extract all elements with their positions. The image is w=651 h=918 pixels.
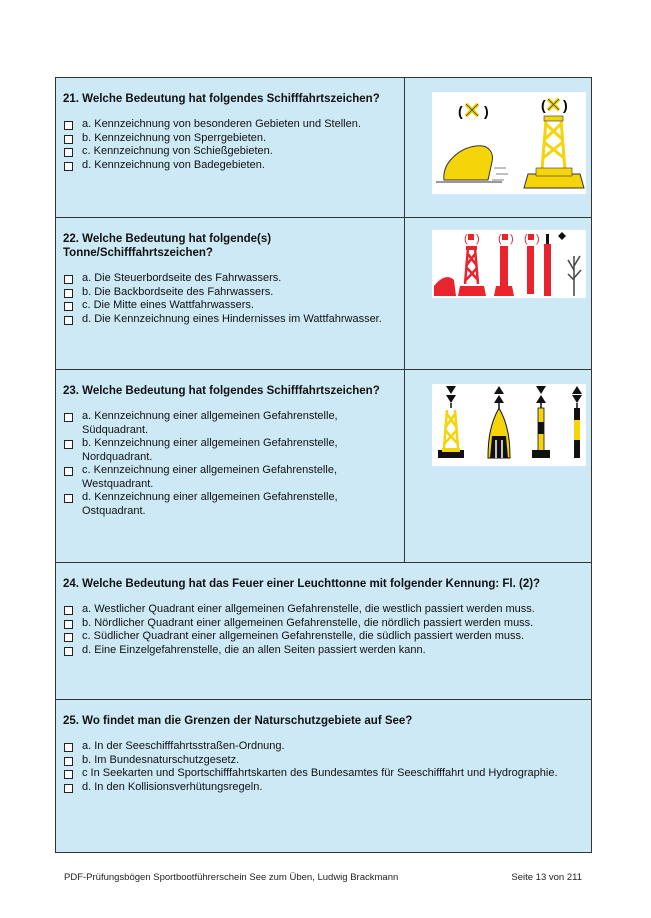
question-title: 23. Welche Bedeutung hat folgendes Schifffahrtszeichen? bbox=[63, 385, 380, 397]
option-label: b. Kennzeichnung von Sperrgebieten. bbox=[82, 131, 267, 144]
checkbox[interactable] bbox=[64, 413, 73, 422]
illustration-cell bbox=[404, 218, 591, 369]
answer-option-b[interactable] bbox=[63, 437, 398, 464]
option-label: c. Südlicher Quadrant einer allgemeinen Gefahrenstelle, die südlich passiert werden muss. bbox=[82, 630, 525, 642]
option-label: d. Die Kennzeichnung eines Hindernisses im Wattfahrwasser. bbox=[82, 312, 382, 325]
option-label: a. In der Seeschifffahrtsstraßen-Ordnung. bbox=[82, 740, 285, 752]
question-title: 21. Welche Bedeutung hat folgendes Schifffahrtszeichen? bbox=[63, 93, 380, 105]
checkbox[interactable] bbox=[64, 743, 73, 752]
answer-option-d[interactable] bbox=[63, 644, 583, 658]
option-label: d. In den Kollisionsverhütungsregeln. bbox=[82, 780, 263, 793]
option-label: c. Die Mitte eines Wattfahrwassers. bbox=[82, 299, 254, 311]
checkbox[interactable] bbox=[64, 784, 73, 793]
answer-option-c[interactable] bbox=[63, 145, 398, 159]
answer-option-b[interactable] bbox=[63, 754, 583, 768]
checkbox[interactable] bbox=[64, 316, 73, 325]
checkbox[interactable] bbox=[64, 757, 73, 766]
answer-option-a[interactable] bbox=[63, 410, 398, 437]
option-label: c In Seekarten und Sportschifffahrtskarten des Bundesamtes für Seeschifffahrt und Hydrographie. bbox=[82, 767, 558, 779]
option-label: d. Kennzeichnung einer allgemeinen Gefahrenstelle, Ostquadrant. bbox=[82, 491, 338, 517]
answer-option-a[interactable] bbox=[63, 118, 398, 132]
checkbox[interactable] bbox=[64, 647, 73, 656]
question-sheet bbox=[55, 77, 592, 853]
question-24 bbox=[56, 563, 591, 700]
answer-option-d[interactable] bbox=[63, 313, 398, 327]
checkbox[interactable] bbox=[64, 606, 73, 615]
checkbox[interactable] bbox=[64, 620, 73, 629]
answer-option-a[interactable] bbox=[63, 740, 583, 754]
answer-option-d[interactable] bbox=[63, 491, 398, 518]
answer-option-d[interactable] bbox=[63, 781, 583, 795]
cardinal-buoys-image bbox=[432, 384, 586, 466]
checkbox[interactable] bbox=[64, 289, 73, 298]
question-22 bbox=[56, 218, 591, 370]
option-label: d. Eine Einzelgefahrenstelle, die an allen Seiten passiert werden kann. bbox=[82, 643, 426, 656]
question-21 bbox=[56, 78, 591, 218]
answer-option-a[interactable] bbox=[63, 603, 583, 617]
option-label: a. Die Steuerbordseite des Fahrwassers. bbox=[82, 272, 282, 284]
answer-option-c[interactable] bbox=[63, 299, 398, 313]
svg-text:(: ( bbox=[458, 103, 463, 119]
option-label: b. Die Backbordseite des Fahrwassers. bbox=[82, 285, 274, 298]
checkbox[interactable] bbox=[64, 467, 73, 476]
answer-option-b[interactable] bbox=[63, 617, 583, 631]
svg-text:): ) bbox=[484, 103, 489, 119]
illustration-cell bbox=[404, 78, 591, 217]
checkbox[interactable] bbox=[64, 633, 73, 642]
svg-text:(: ( bbox=[541, 97, 546, 113]
checkbox[interactable] bbox=[64, 135, 73, 144]
answer-option-c[interactable] bbox=[63, 767, 583, 781]
yellow-special-buoys-image bbox=[432, 92, 586, 194]
question-23 bbox=[56, 370, 591, 563]
footer-page-number: Seite 13 von 211 bbox=[511, 872, 582, 883]
answer-option-c[interactable] bbox=[63, 464, 398, 491]
answer-option-a[interactable] bbox=[63, 272, 398, 286]
svg-text:): ) bbox=[563, 97, 568, 113]
svg-text:): ) bbox=[476, 233, 480, 245]
question-title: 22. Welche Bedeutung hat folgende(s) Tonne/Schifffahrtszeichen? bbox=[63, 233, 272, 259]
option-label: c. Kennzeichnung von Schießgebieten. bbox=[82, 145, 273, 157]
checkbox[interactable] bbox=[64, 162, 73, 171]
checkbox[interactable] bbox=[64, 121, 73, 130]
option-label: a. Kennzeichnung von besonderen Gebieten und Stellen. bbox=[82, 118, 361, 130]
option-label: d. Kennzeichnung von Badegebieten. bbox=[82, 158, 265, 171]
checkbox[interactable] bbox=[64, 148, 73, 157]
option-label: b. Im Bundesnaturschutzgesetz. bbox=[82, 753, 240, 766]
option-label: a. Kennzeichnung einer allgemeinen Gefahrenstelle, Südquadrant. bbox=[82, 410, 338, 436]
checkbox[interactable] bbox=[64, 302, 73, 311]
checkbox[interactable] bbox=[64, 494, 73, 503]
footer-source: PDF-Prüfungsbögen Sportbootführerschein See zum Üben, Ludwig Brackmann bbox=[64, 872, 399, 883]
option-label: b. Kennzeichnung einer allgemeinen Gefahrenstelle, Nordquadrant. bbox=[82, 437, 338, 463]
answer-option-b[interactable] bbox=[63, 132, 398, 146]
question-title: 25. Wo findet man die Grenzen der Naturschutzgebiete auf See? bbox=[63, 715, 413, 727]
svg-text:(: ( bbox=[498, 233, 502, 245]
option-label: c. Kennzeichnung einer allgemeinen Gefahrenstelle, Westquadrant. bbox=[82, 464, 337, 490]
question-25 bbox=[56, 700, 591, 852]
illustration-cell bbox=[404, 370, 591, 562]
checkbox[interactable] bbox=[64, 275, 73, 284]
answer-option-c[interactable] bbox=[63, 630, 583, 644]
checkbox[interactable] bbox=[64, 770, 73, 779]
checkbox[interactable] bbox=[64, 440, 73, 449]
svg-text:(: ( bbox=[464, 233, 468, 245]
svg-text:): ) bbox=[536, 233, 540, 245]
red-lateral-buoys-image bbox=[432, 230, 586, 298]
answer-option-b[interactable] bbox=[63, 286, 398, 300]
svg-text:(: ( bbox=[524, 233, 528, 245]
option-label: a. Westlicher Quadrant einer allgemeinen Gefahrenstelle, die westlich passiert werden muss. bbox=[82, 603, 535, 615]
answer-option-d[interactable] bbox=[63, 159, 398, 173]
option-label: b. Nördlicher Quadrant einer allgemeinen Gefahrenstelle, die nördlich passiert werden muss. bbox=[82, 616, 534, 629]
question-title: 24. Welche Bedeutung hat das Feuer einer Leuchttonne mit folgender Kennung: Fl. (2)? bbox=[63, 578, 541, 590]
svg-text:): ) bbox=[510, 233, 514, 245]
